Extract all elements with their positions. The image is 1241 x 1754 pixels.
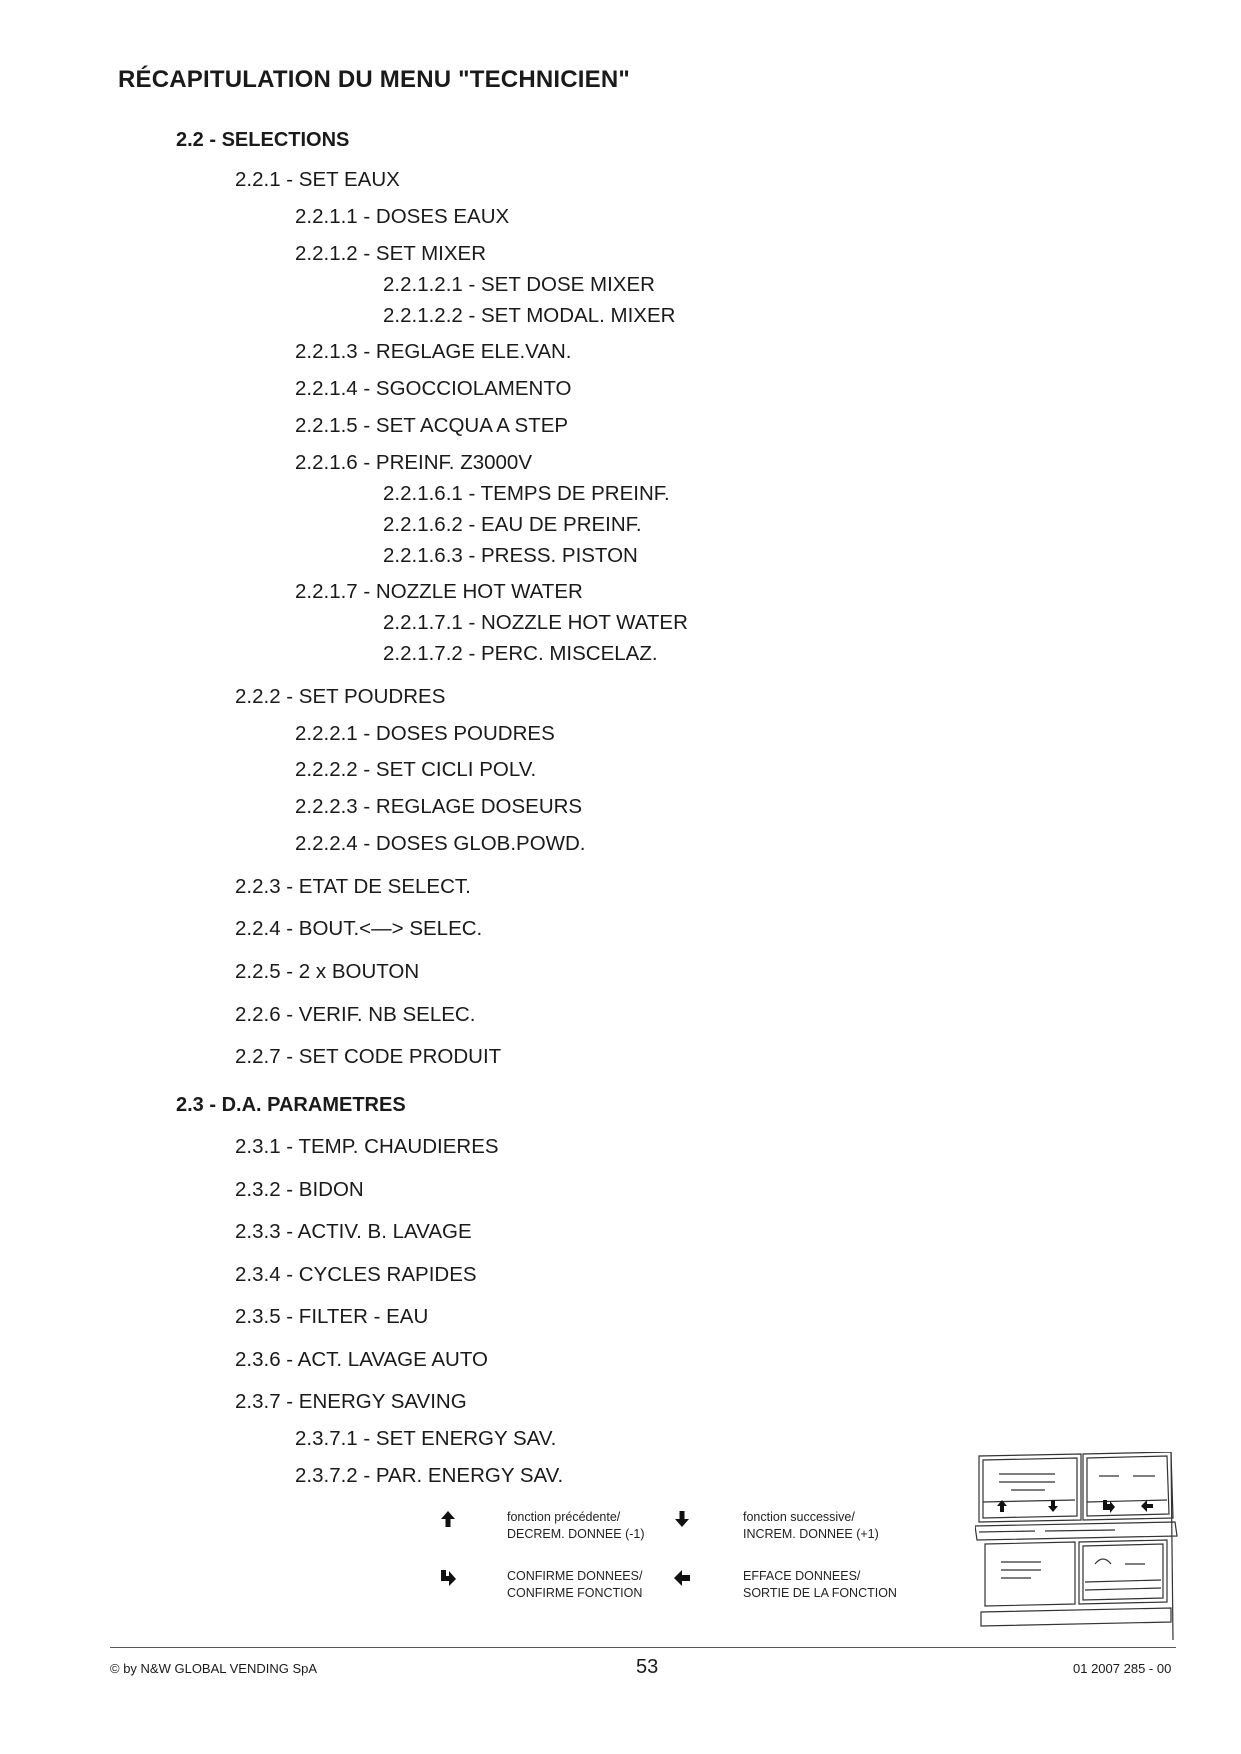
page-title: RÉCAPITULATION DU MENU "TECHNICIEN" xyxy=(118,66,630,93)
menu-item: 2.3.7.1 - SET ENERGY SAV. xyxy=(295,1427,557,1450)
legend-up-line2: DECREM. DONNEE (-1) xyxy=(507,1527,645,1541)
menu-item: 2.2.2 - SET POUDRES xyxy=(235,685,446,708)
menu-item: 2.2.2.3 - REGLAGE DOSEURS xyxy=(295,795,583,818)
menu-item: 2.2.1.7.2 - PERC. MISCELAZ. xyxy=(383,642,658,665)
menu-item: 2.2.1.2 - SET MIXER xyxy=(295,242,487,265)
menu-item: 2.3.3 - ACTIV. B. LAVAGE xyxy=(235,1220,472,1243)
menu-item: 2.3.1 - TEMP. CHAUDIERES xyxy=(235,1135,499,1158)
menu-item: 2.2.1.6.1 - TEMPS DE PREINF. xyxy=(383,482,670,505)
menu-item: 2.2.1.2.1 - SET DOSE MIXER xyxy=(383,273,655,296)
confirm-arrow-icon xyxy=(439,1569,457,1587)
menu-section-2-2: 2.2 - SELECTIONS xyxy=(176,129,350,151)
menu-item: 2.3.7.2 - PAR. ENERGY SAV. xyxy=(295,1464,564,1487)
legend-confirm-line1: CONFIRME DONNEES/ xyxy=(507,1569,643,1583)
arrow-up-icon xyxy=(439,1510,457,1528)
back-arrow-icon xyxy=(673,1569,691,1587)
legend-back-line2: SORTIE DE LA FONCTION xyxy=(743,1586,897,1600)
menu-item: 2.2.6 - VERIF. NB SELEC. xyxy=(235,1003,476,1026)
legend-down-line2: INCREM. DONNEE (+1) xyxy=(743,1527,879,1541)
menu-item: 2.2.7 - SET CODE PRODUIT xyxy=(235,1045,502,1068)
menu-item: 2.2.1.6 - PREINF. Z3000V xyxy=(295,451,533,474)
legend-up-line1: fonction précédente/ xyxy=(507,1510,621,1524)
menu-section-2-3: 2.3 - D.A. PARAMETRES xyxy=(176,1094,406,1116)
legend-confirm-line2: CONFIRME FONCTION xyxy=(507,1586,643,1600)
menu-item: 2.3.6 - ACT. LAVAGE AUTO xyxy=(235,1348,488,1371)
menu-item: 2.2.2.2 - SET CICLI POLV. xyxy=(295,758,537,781)
menu-item: 2.2.1.1 - DOSES EAUX xyxy=(295,205,510,228)
legend-back-line1: EFFACE DONNEES/ xyxy=(743,1569,861,1583)
menu-item: 2.3.4 - CYCLES RAPIDES xyxy=(235,1263,477,1286)
arrow-down-icon xyxy=(673,1510,691,1528)
menu-item: 2.2.1 - SET EAUX xyxy=(235,168,400,191)
page-number: 53 xyxy=(636,1656,659,1678)
footer-copyright: © by N&W GLOBAL VENDING SpA xyxy=(110,1661,318,1676)
menu-item: 2.2.1.3 - REGLAGE ELE.VAN. xyxy=(295,340,572,363)
menu-item: 2.2.1.7.1 - NOZZLE HOT WATER xyxy=(383,611,688,634)
menu-item: 2.2.1.7 - NOZZLE HOT WATER xyxy=(295,580,583,603)
menu-item: 2.3.2 - BIDON xyxy=(235,1178,364,1201)
menu-item: 2.2.5 - 2 x BOUTON xyxy=(235,960,420,983)
menu-item: 2.2.2.1 - DOSES POUDRES xyxy=(295,722,555,745)
control-panel-illustration xyxy=(975,1452,1185,1642)
menu-item: 2.2.1.5 - SET ACQUA A STEP xyxy=(295,414,569,437)
menu-item: 2.3.7 - ENERGY SAVING xyxy=(235,1390,467,1413)
legend-down-line1: fonction successive/ xyxy=(743,1510,855,1524)
menu-item: 2.2.1.6.3 - PRESS. PISTON xyxy=(383,544,638,567)
document-code: 01 2007 285 - 00 xyxy=(1073,1661,1172,1676)
menu-item: 2.2.1.6.2 - EAU DE PREINF. xyxy=(383,513,642,536)
menu-item: 2.2.1.2.2 - SET MODAL. MIXER xyxy=(383,304,676,327)
menu-item: 2.2.1.4 - SGOCCIOLAMENTO xyxy=(295,377,572,400)
menu-item: 2.2.4 - BOUT.<—> SELEC. xyxy=(235,917,483,940)
menu-item: 2.2.2.4 - DOSES GLOB.POWD. xyxy=(295,832,586,855)
menu-item: 2.3.5 - FILTER - EAU xyxy=(235,1305,429,1328)
menu-item: 2.2.3 - ETAT DE SELECT. xyxy=(235,875,471,898)
footer-divider xyxy=(110,1647,1176,1648)
